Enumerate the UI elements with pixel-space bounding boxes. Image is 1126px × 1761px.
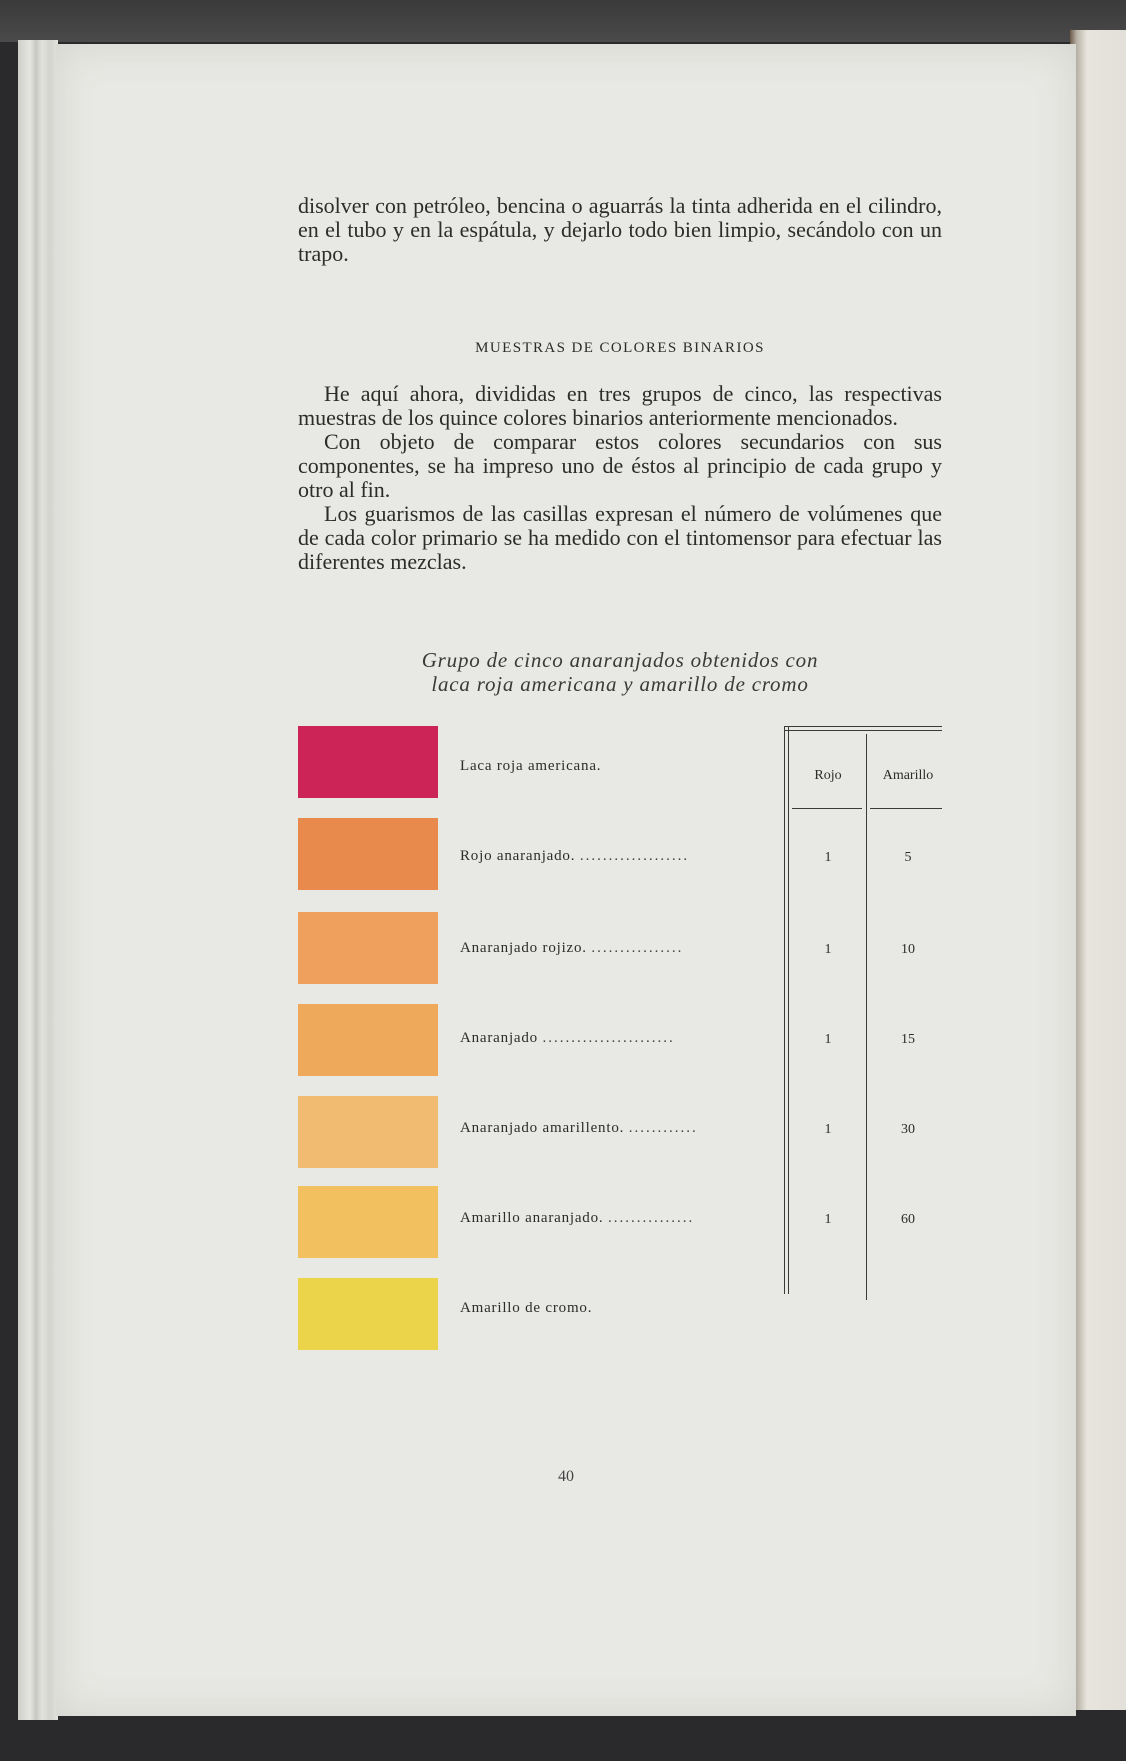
facing-page-edge bbox=[1070, 30, 1126, 1710]
color-swatch-laca-roja bbox=[298, 726, 438, 798]
color-swatch-anaranjado-rojizo bbox=[298, 912, 438, 984]
paragraph-2: Con objeto de comparar estos colores secundarios con sus componentes, se ha impreso uno de éstos al principio de cada grupo y otro al fin. bbox=[298, 429, 942, 502]
table-top-rule bbox=[784, 726, 942, 727]
leader-dots: ............... bbox=[608, 1210, 695, 1226]
row-label-laca-roja bbox=[460, 758, 780, 775]
row-label-text: Anaranjado rojizo. bbox=[460, 940, 587, 956]
color-swatch-rojo-anaranjado bbox=[298, 818, 438, 890]
table-middle-rule bbox=[866, 734, 867, 1300]
intro-paragraph-block bbox=[298, 194, 942, 266]
row-label-text: Laca roja americana. bbox=[460, 758, 602, 774]
book-top-edge bbox=[0, 0, 1126, 42]
section-heading: MUESTRAS DE COLORES BINARIOS bbox=[475, 340, 765, 356]
cell-amarillo: 60 bbox=[901, 1212, 915, 1227]
column-header-rojo: Rojo bbox=[814, 768, 842, 783]
color-swatch-anaranjado bbox=[298, 1004, 438, 1076]
cell-rojo: 1 bbox=[824, 1032, 832, 1047]
row-label-text: Amarillo anaranjado. bbox=[460, 1210, 604, 1226]
paragraph-1: He aquí ahora, divididas en tres grupos de cinco, las respectivas muestras de los quince colores binarios anteriormente mencionados. bbox=[298, 381, 942, 430]
book-page bbox=[56, 44, 1076, 1716]
row-label-text: Rojo anaranjado. bbox=[460, 848, 576, 864]
leader-dots: ....................... bbox=[542, 1030, 675, 1046]
leader-dots: ................... bbox=[579, 848, 690, 864]
color-swatch-amarillo-cromo bbox=[298, 1278, 438, 1350]
row-label-anaranjado-amarillento bbox=[460, 1120, 780, 1137]
table-left-rule bbox=[784, 726, 785, 1294]
cell-amarillo: 10 bbox=[901, 942, 915, 957]
figure-caption bbox=[298, 648, 942, 696]
table-top-rule-double bbox=[784, 730, 942, 731]
table-header-rule-rojo bbox=[792, 808, 862, 809]
cell-rojo: 1 bbox=[824, 850, 832, 865]
row-label-amarillo-cromo bbox=[460, 1300, 780, 1317]
row-label-text: Anaranjado bbox=[460, 1030, 538, 1046]
table-left-rule-double bbox=[788, 726, 789, 1294]
intro-paragraph: disolver con petróleo, bencina o aguarrás la tinta adherida en el cilindro, en el tubo y en la espátula, y dejarlo todo bien limpio, secándolo con un trapo. bbox=[298, 193, 942, 266]
row-label-amarillo-anaranjado bbox=[460, 1210, 780, 1227]
cell-rojo: 1 bbox=[824, 942, 832, 957]
row-label-anaranjado bbox=[460, 1030, 780, 1047]
page-stack-edge bbox=[18, 40, 58, 1720]
column-header-amarillo: Amarillo bbox=[882, 768, 934, 783]
cell-rojo: 1 bbox=[824, 1212, 832, 1227]
row-label-text: Amarillo de cromo. bbox=[460, 1300, 593, 1316]
cell-rojo: 1 bbox=[824, 1122, 832, 1137]
leader-dots: ............ bbox=[628, 1120, 698, 1136]
color-swatch-amarillo-anaranjado bbox=[298, 1186, 438, 1258]
color-swatch-anaranjado-amarillento bbox=[298, 1096, 438, 1168]
row-label-anaranjado-rojizo bbox=[460, 940, 780, 957]
cell-amarillo: 30 bbox=[901, 1122, 915, 1137]
page-number: 40 bbox=[558, 1468, 574, 1485]
paragraph-3: Los guarismos de las casillas expresan el número de volúmenes que de cada color primario se ha medido con el tintomensor para efectuar las diferentes mezclas. bbox=[298, 501, 942, 574]
table-header-rule-amarillo bbox=[870, 808, 942, 809]
row-label-text: Anaranjado amarillento. bbox=[460, 1120, 625, 1136]
caption-line-2: laca roja americana y amarillo de cromo bbox=[431, 672, 809, 696]
body-text-block bbox=[298, 382, 942, 574]
row-label-rojo-anaranjado bbox=[460, 848, 780, 865]
cell-amarillo: 15 bbox=[901, 1032, 915, 1047]
caption-line-1: Grupo de cinco anaranjados obtenidos con bbox=[421, 648, 819, 672]
cell-amarillo: 5 bbox=[904, 850, 912, 865]
leader-dots: ................ bbox=[591, 940, 684, 956]
